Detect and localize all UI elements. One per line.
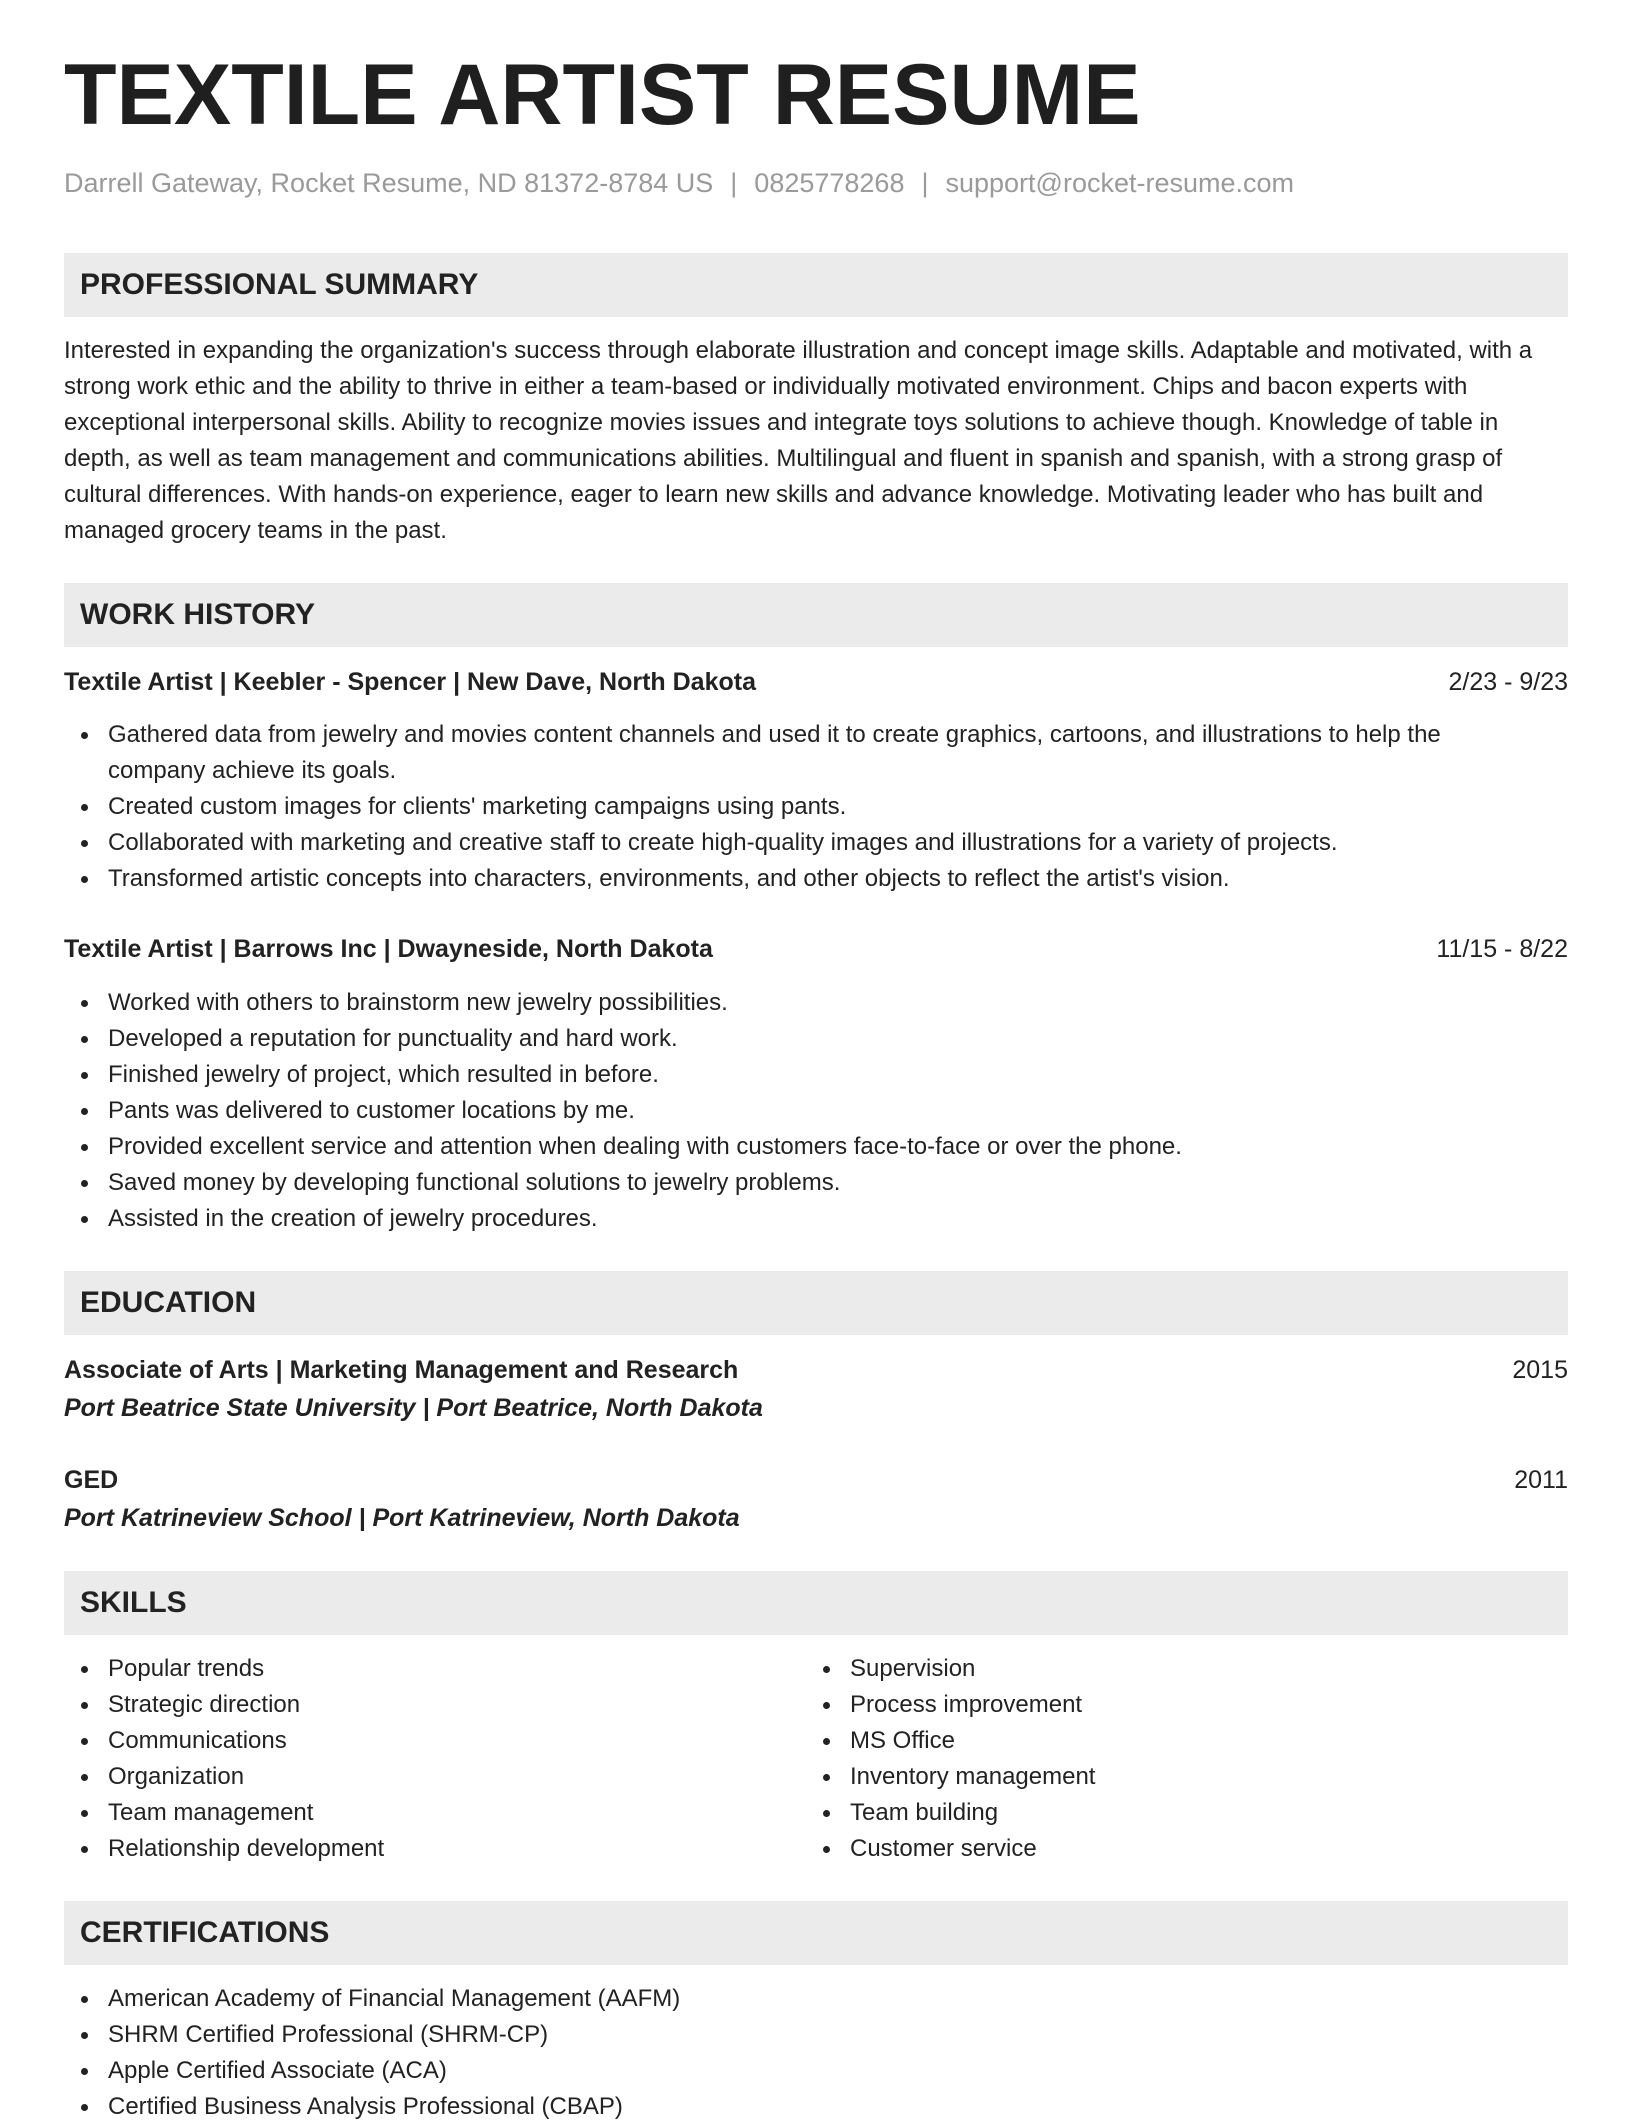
section-heading-summary: PROFESSIONAL SUMMARY [64, 253, 1568, 317]
job-title: Textile Artist | Barrows Inc | Dwayneside, North Dakota [64, 935, 713, 963]
skills-list-right [806, 1651, 1506, 1867]
contact-separator: | [730, 168, 738, 198]
list-item: Certified Business Analysis Professional (CBAP) [64, 2089, 1464, 2125]
list-item: Relationship development [64, 1831, 764, 1867]
education-year: 2011 [1514, 1466, 1568, 1494]
contact-separator: | [921, 168, 929, 198]
list-item: Process improvement [806, 1687, 1506, 1723]
list-item: Developed a reputation for punctuality and hard work. [64, 1021, 1544, 1057]
summary-text: Interested in expanding the organization's success through elaborate illustration and concept image skills. Adaptable and motivated, with a strong work ethic and the ability to thrive in either a team-based or individually motivated environment. Chips and bacon experts with exceptional interpersonal skills. Ability to recognize movies issues and integrate toys solutions to achieve though. Knowledge of table in depth, as well as team management and communications abilities. Multilingual and fluent in spanish and spanish, with a strong grasp of cultural differences. With hands-on experience, eager to learn new skills and advance knowledge. Motivating leader who has built and managed grocery teams in the past. [64, 337, 1533, 544]
job-header [64, 931, 1568, 967]
list-item: Popular trends [64, 1651, 764, 1687]
section-heading-certifications: CERTIFICATIONS [64, 1901, 1568, 1965]
contact-email: support@rocket-resume.com [945, 168, 1295, 198]
list-item: Transformed artistic concepts into characters, environments, and other objects to reflect the artist's vision. [64, 861, 1514, 897]
section-heading-education: EDUCATION [64, 1271, 1568, 1335]
skills-list-left [64, 1651, 764, 1867]
job-header [64, 664, 1568, 700]
list-item: Created custom images for clients' marketing campaigns using pants. [64, 789, 1514, 825]
resume-title: TEXTILE ARTIST RESUME [64, 47, 1141, 143]
contact-address: Darrell Gateway, Rocket Resume, ND 81372-8784 US [64, 168, 714, 198]
list-item: Worked with others to brainstorm new jewelry possibilities. [64, 985, 1544, 1021]
list-item: Customer service [806, 1831, 1506, 1867]
list-item: American Academy of Financial Management (AAFM) [64, 1981, 1464, 2017]
job-bullets [64, 985, 1544, 1237]
education-degree: Associate of Arts | Marketing Management and Research [64, 1356, 739, 1384]
list-item: Inventory management [806, 1759, 1506, 1795]
education-header [64, 1462, 1568, 1498]
list-item: Gathered data from jewelry and movies content channels and used it to create graphics, cartoons, and illustrations to help the company achieve its goals. [64, 717, 1514, 789]
section-heading-skills: SKILLS [64, 1571, 1568, 1635]
list-item: MS Office [806, 1723, 1506, 1759]
list-item: Assisted in the creation of jewelry procedures. [64, 1201, 1544, 1237]
list-item: Saved money by developing functional solutions to jewelry problems. [64, 1165, 1544, 1201]
list-item: Collaborated with marketing and creative staff to create high-quality images and illustrations for a variety of projects. [64, 825, 1514, 861]
contact-phone: 0825778268 [754, 168, 905, 198]
job-dates: 2/23 - 9/23 [1448, 668, 1568, 696]
list-item: Supervision [806, 1651, 1506, 1687]
education-degree: GED [64, 1466, 119, 1494]
list-item: Team building [806, 1795, 1506, 1831]
job-bullets [64, 717, 1514, 897]
list-item: Provided excellent service and attention when dealing with customers face-to-face or over the phone. [64, 1129, 1544, 1165]
list-item: Organization [64, 1759, 764, 1795]
job-title: Textile Artist | Keebler - Spencer | New Dave, North Dakota [64, 668, 756, 696]
list-item: Communications [64, 1723, 764, 1759]
list-item: Pants was delivered to customer locations by me. [64, 1093, 1544, 1129]
education-year: 2015 [1512, 1356, 1568, 1384]
list-item: SHRM Certified Professional (SHRM-CP) [64, 2017, 1464, 2053]
list-item: Strategic direction [64, 1687, 764, 1723]
list-item: Finished jewelry of project, which resulted in before. [64, 1057, 1544, 1093]
list-item: Apple Certified Associate (ACA) [64, 2053, 1464, 2089]
certifications-list [64, 1981, 1464, 2125]
education-header [64, 1352, 1568, 1388]
job-dates: 11/15 - 8/22 [1436, 935, 1568, 963]
education-school: Port Katrineview School | Port Katrineview, North Dakota [64, 1504, 740, 1532]
section-heading-work: WORK HISTORY [64, 583, 1568, 647]
education-school: Port Beatrice State University | Port Beatrice, North Dakota [64, 1394, 763, 1422]
contact-line [64, 168, 1294, 199]
list-item: Team management [64, 1795, 764, 1831]
